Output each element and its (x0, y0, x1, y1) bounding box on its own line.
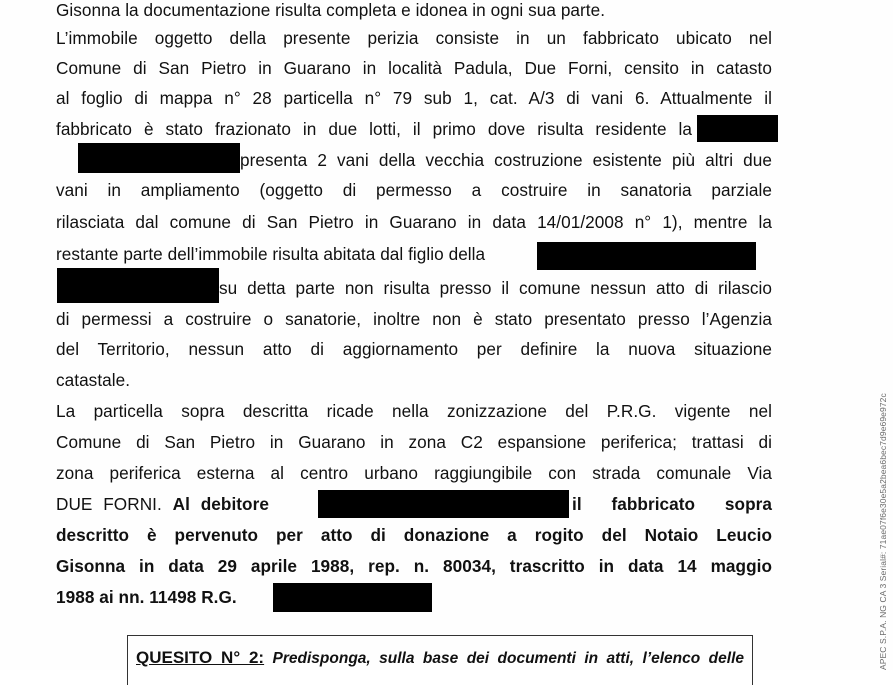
line-text-bold: 1988 ai nn. 11498 R.G. (56, 587, 237, 607)
text-line (240, 150, 772, 170)
redaction-box (78, 143, 240, 173)
text-line (56, 556, 772, 576)
redaction-box (318, 490, 569, 518)
line-text: rilasciata dal comune di San Pietro in Guarano in data 14/01/2008 n° 1), mentre la (56, 212, 772, 232)
signature-watermark: APEC S.P.A. NG CA 3 Serial#: 71ae07f6e30e5a2bea6bec7d9e69e972c (878, 393, 888, 670)
text-line (219, 278, 772, 298)
line-text: Comune di San Pietro in Guarano in zona C2 espansione periferica; trattasi di (56, 432, 772, 452)
line-text: restante parte dell’immobile risulta abitata dal figlio della (56, 244, 486, 264)
line-text: catastale. (56, 370, 131, 390)
line-text: su detta parte non risulta presso il comune nessun atto di rilascio (219, 278, 772, 298)
text-line (56, 180, 772, 200)
redaction-box (273, 583, 432, 612)
text-line (56, 463, 772, 483)
line-text: di permessi a costruire o sanatorie, inoltre non è stato presentato presso l’Agenzia (56, 309, 772, 329)
line-text: al foglio di mappa n° 28 particella n° 79 sub 1, cat. A/3 di vani 6. Attualmente il (56, 88, 772, 108)
line-text-bold: il fabbricato sopra (572, 494, 772, 514)
quesito-text: Predisponga, sulla base dei documenti in atti, l’elenco delle (272, 650, 744, 667)
line-text: presenta 2 vani della vecchia costruzione esistente più altri due (240, 150, 772, 170)
redaction-box (57, 268, 219, 303)
text-line (56, 401, 772, 421)
text-line (56, 309, 772, 329)
quesito-label: QUESITO N° 2: (136, 648, 265, 667)
line-text: del Territorio, nessun atto di aggiornamento per definire la nuova situazione (56, 339, 772, 359)
line-text: L’immobile oggetto della presente perizia consiste in un fabbricato ubicato nel (56, 28, 772, 48)
text-line (56, 432, 772, 452)
text-line (572, 494, 772, 514)
line-text: vani in ampliamento (oggetto di permesso a costruire in sanatoria parziale (56, 180, 772, 200)
line-text-bold: Gisonna in data 29 aprile 1988, rep. n. 80034, trascritto in data 14 maggio (56, 556, 772, 576)
line-text: zona periferica esterna al centro urbano raggiungibile con strada comunale Via (56, 463, 772, 483)
line-text: fabbricato è stato frazionato in due lotti, il primo dove risulta residente la (56, 119, 692, 139)
text-line (56, 58, 772, 78)
line-text-bold: Al debitore (172, 494, 269, 514)
redaction-box (537, 242, 756, 270)
text-line (56, 494, 316, 514)
text-line (56, 212, 772, 232)
line-text: Comune di San Pietro in Guarano in località Padula, Due Forni, censito in catasto (56, 58, 772, 78)
text-line (56, 0, 772, 20)
text-line (56, 370, 772, 390)
quesito-heading (136, 648, 744, 669)
text-line (56, 119, 692, 139)
text-line (56, 88, 772, 108)
line-text: La particella sopra descritta ricade nella zonizzazione del P.R.G. vigente nel (56, 401, 772, 421)
line-text: Gisonna la documentazione risulta completa e idonea in ogni sua parte. (56, 0, 606, 20)
text-line (56, 28, 772, 48)
line-text: DUE FORNI. (56, 494, 162, 514)
text-line (56, 525, 772, 545)
redaction-box (697, 115, 778, 142)
line-text-bold: descritto è pervenuto per atto di donazione a rogito del Notaio Leucio (56, 525, 772, 545)
text-line (56, 339, 772, 359)
